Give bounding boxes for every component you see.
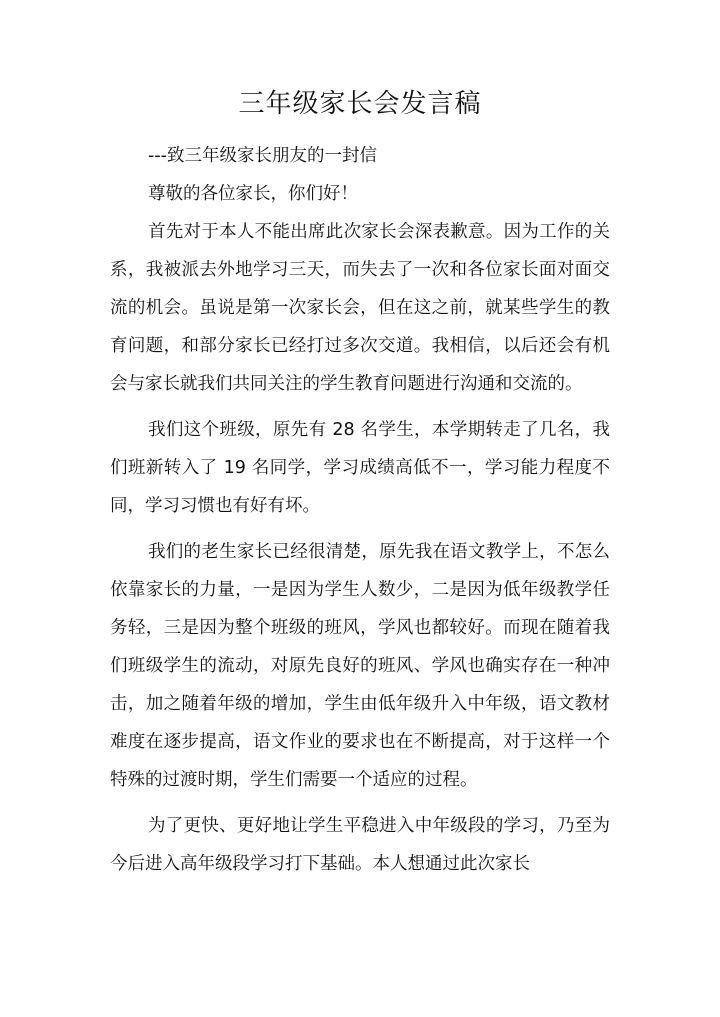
paragraph-1: 首先对于本人不能出席此次家长会深表歉意。因为工作的关系，我被派去外地学习三天，而失去了一次和各位家长面对面交流的机会。虽说是第一次家长会，但在这之前，就某些学生的教育问题，和部分家长已经打过多次交道。我相信，以后还会有机会与家长就我们共同关注的学生教育问题进行沟通和交流的。 (110, 222, 610, 394)
paragraph-2: 我们这个班级，原先有 28 名学生，本学期转走了几名，我们班新转入了 19 名同学，学习成绩高低不一，学习能力程度不同，学习习惯也有好有坏。 (110, 420, 610, 516)
document-body (110, 137, 610, 883)
document-title: 三年级家长会发言稿 (238, 89, 482, 119)
greeting-line: 尊敬的各位家长，你们好！ (148, 184, 358, 204)
document-subtitle: ---致三年级家长朋友的一封信 (148, 146, 377, 166)
paragraph-3: 我们的老生家长已经很清楚，原先我在语文教学上，不怎么依靠家长的力量，一是因为学生人数少，二是因为低年级教学任务轻，三是因为整个班级的班风，学风也都较好。而现在随着我们班级学生的流动，对原先良好的班风、学风也确实存在一种冲击，加之随着年级的增加，学生由低年级升入中年级，语文教材难度在逐步提高，语文作业的要求也在不断提高，对于这样一个特殊的过渡时期，学生们需要一个适应的过程。 (110, 542, 610, 790)
paragraph-4: 为了更快、更好地让学生平稳进入中年级段的学习，乃至为今后进入高年级段学习打下基础。本人想通过此次家长 (110, 816, 610, 874)
